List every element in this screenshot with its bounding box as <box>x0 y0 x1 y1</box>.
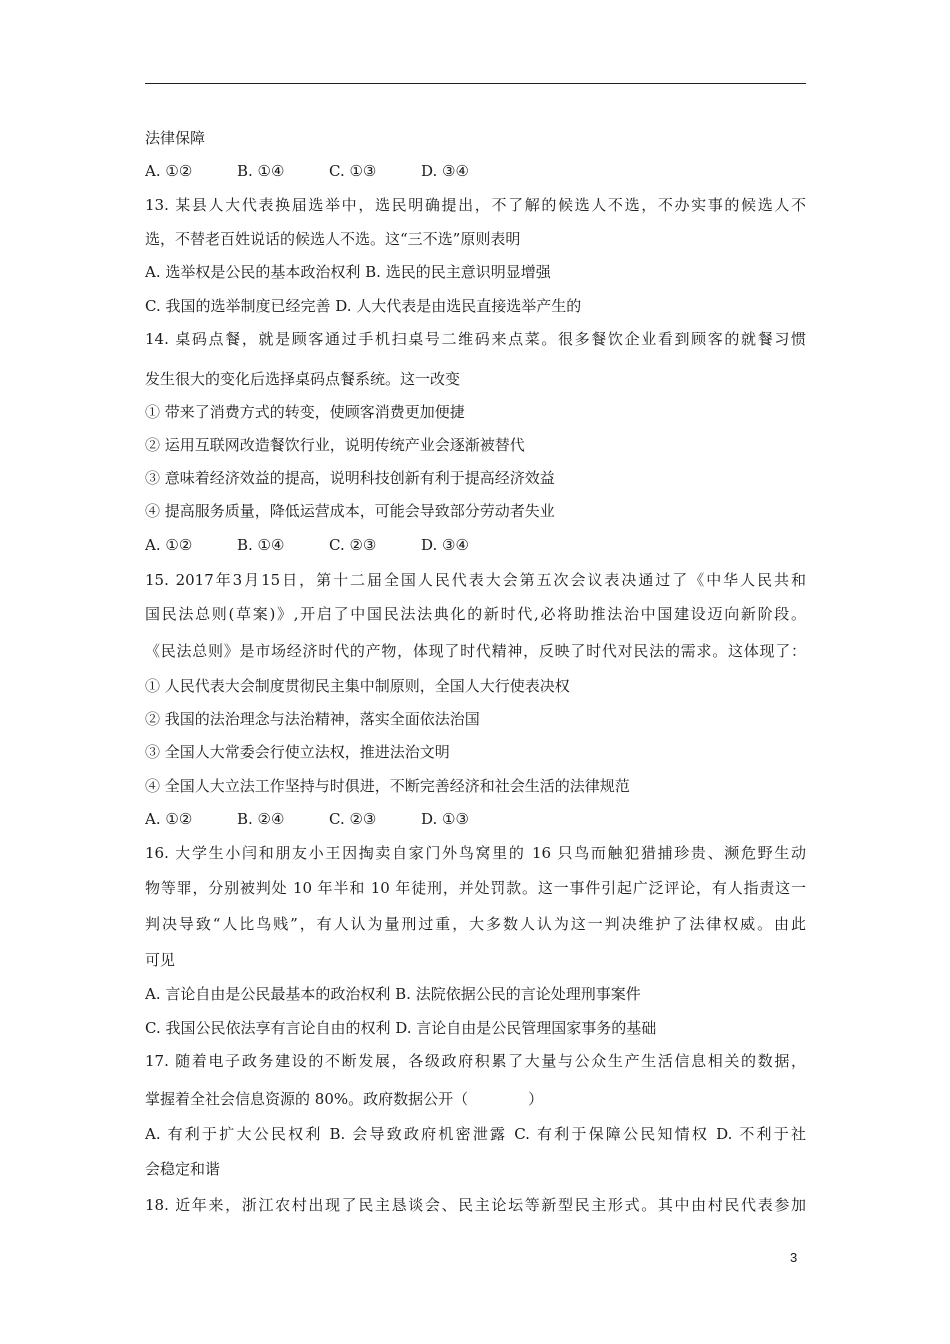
q17-stem-line: 17. 随着电子政务建设的不断发展，各级政府积累了大量与公众生产生活信息相关的数据， <box>145 1052 806 1070</box>
q14-option-b: B. ①④ <box>237 536 285 554</box>
q14-stem-line: 14. 桌码点餐，就是顾客通过手机扫桌号二维码来点菜。很多餐饮企业看到顾客的就餐习惯 <box>145 330 806 348</box>
page-number: 3 <box>790 1250 798 1265</box>
q14-options <box>145 534 513 556</box>
q17-option-line: 会稳定和谐 <box>145 1160 221 1178</box>
q15-item: ④ 全国人大立法工作坚持与时俱进，不断完善经济和社会生活的法律规范 <box>145 777 630 795</box>
q15-option-c: C. ②③ <box>329 810 377 828</box>
q12-option-b: B. ①④ <box>237 162 285 180</box>
q18-stem-line: 18. 近年来，浙江农村出现了民主恳谈会、民主论坛等新型民主形式。其中由村民代表参加 <box>145 1196 806 1214</box>
q13-option-line: A. 选举权是公民的基本政治权利 B. 选民的民主意识明显增强 <box>145 263 551 281</box>
q15-stem-line: 15. 2017年3月15日，第十二届全国人民代表大会第五次会议表决通过了《中华人民共和 <box>145 571 806 589</box>
q15-stem-line: 国民法总则(草案)》,开启了中国民法法典化的新时代,必将助推法治中国建设迈向新阶段。 <box>145 605 806 623</box>
q13-stem-line: 13. 某县人大代表换届选举中，选民明确提出，不了解的候选人不选，不办实事的候选人不 <box>145 196 806 214</box>
q17-option-line: A. 有利于扩大公民权利 B. 会导致政府机密泄露 C. 有利于保障公民知情权 D. 不利于社 <box>145 1125 806 1143</box>
q15-option-b: B. ②④ <box>237 810 285 828</box>
q15-item: ② 我国的法治理念与法治精神，落实全面依法治国 <box>145 710 480 728</box>
q12-tail: 法律保障 <box>145 129 206 147</box>
q14-option-c: C. ②③ <box>329 536 377 554</box>
q16-option-line: C. 我国公民依法享有言论自由的权利 D. 言论自由是公民管理国家事务的基础 <box>145 1019 657 1037</box>
q15-option-a: A. ①② <box>145 810 193 828</box>
q13-stem-line: 选，不替老百姓说话的候选人不选。这“三不选”原则表明 <box>145 230 521 248</box>
q17-stem-line: 掌握着全社会信息资源的 80%。政府数据公开（ ） <box>145 1090 544 1108</box>
q12-options <box>145 160 513 182</box>
header-rule <box>145 83 806 84</box>
q13-option-line: C. 我国的选举制度已经完善 D. 人大代表是由选民直接选举产生的 <box>145 297 582 315</box>
q16-stem-line: 16. 大学生小闫和朋友小王因掏卖自家门外鸟窝里的 16 只鸟而触犯猎捕珍贵、濒危野生动 <box>145 844 806 862</box>
q16-stem-line: 可见 <box>145 951 176 969</box>
q14-item: ③ 意味着经济效益的提高，说明科技创新有利于提高经济效益 <box>145 469 555 487</box>
q15-item: ③ 全国人大常委会行使立法权，推进法治文明 <box>145 743 450 761</box>
q16-stem-line: 物等罪，分别被判处 10 年半和 10 年徒刑，并处罚款。这一事件引起广泛评论，有人指责这一 <box>145 879 806 897</box>
q12-option-d: D. ③④ <box>421 162 469 180</box>
q15-stem-line: 《民法总则》是市场经济时代的产物，体现了时代精神，反映了时代对民法的需求。这体现了： <box>145 642 806 660</box>
q12-option-c: C. ①③ <box>329 162 377 180</box>
q12-option-a: A. ①② <box>145 162 193 180</box>
q16-option-line: A. 言论自由是公民最基本的政治权利 B. 法院依据公民的言论处理刑事案件 <box>145 985 641 1003</box>
q14-item: ④ 提高服务质量，降低运营成本，可能会导致部分劳动者失业 <box>145 502 555 520</box>
q14-stem-line: 发生很大的变化后选择桌码点餐系统。这一改变 <box>145 370 461 388</box>
q14-item: ② 运用互联网改造餐饮行业，说明传统产业会逐渐被替代 <box>145 436 525 454</box>
q14-option-d: D. ③④ <box>421 536 469 554</box>
q15-options <box>145 808 513 830</box>
q14-item: ① 带来了消费方式的转变，使顾客消费更加便捷 <box>145 403 465 421</box>
q14-option-a: A. ①② <box>145 536 193 554</box>
q15-item: ① 人民代表大会制度贯彻民主集中制原则，全国人大行使表决权 <box>145 677 570 695</box>
q16-stem-line: 判决导致“人比鸟贱”，有人认为量刑过重，大多数人认为这一判决维护了法律权威。由此 <box>145 915 806 933</box>
q15-option-d: D. ①③ <box>421 810 469 828</box>
